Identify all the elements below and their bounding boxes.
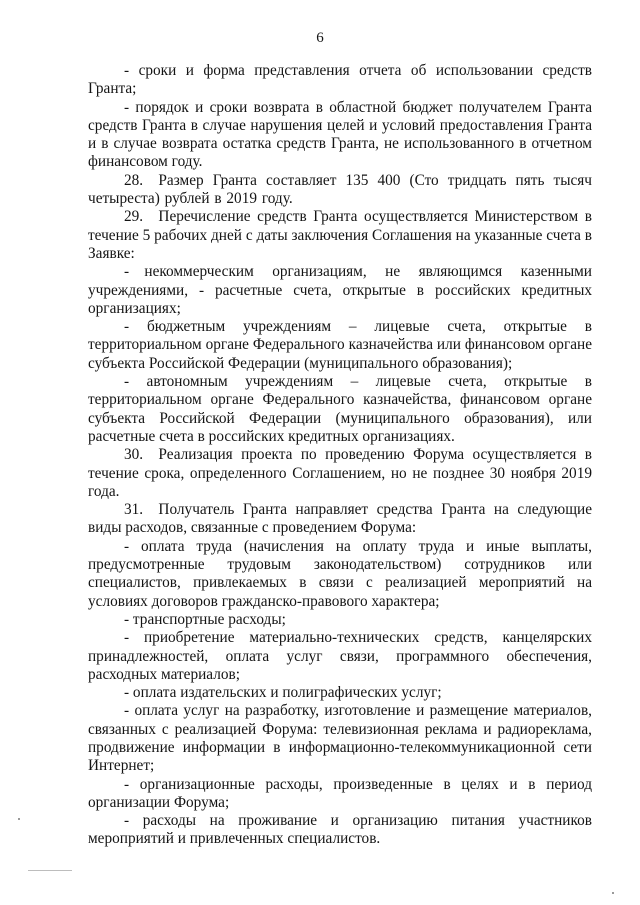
paragraph-report-terms: - сроки и форма представления отчета об использовании средств Гранта; bbox=[88, 62, 592, 98]
paragraph-autonomous-institutions: - автономным учреждениям – лицевые счета, открытые в территориальном органе Федерального казначейства, финансовом органе субъекта Российской Федерации (муниципального образования), или расчетные счета в российских кредитных организациях. bbox=[88, 373, 592, 445]
scan-speck bbox=[612, 892, 614, 894]
paragraph-media-materials: - оплата услуг на разработку, изготовление и размещение материалов, связанных с реализацией Форума: телевизионная реклама и радиореклама, продвижение информации в информационно-телекоммуникационной сети Интернет; bbox=[88, 702, 592, 775]
paragraph-budget-institutions: - бюджетным учреждениям – лицевые счета, открытые в территориальном органе Федерального казначейства или финансовом органе субъекта Российской Федерации (муниципального образования); bbox=[88, 318, 592, 372]
document-body bbox=[88, 62, 592, 849]
paragraph-30-implementation: 30. Реализация проекта по проведению Форума осуществляется в течение срока, определенного Соглашением, но не позднее 30 ноября 2019 года. bbox=[88, 446, 592, 500]
paragraph-labor-payment: - оплата труда (начисления на оплату труда и иные выплаты, предусмотренные трудовым законодательством) сотрудников или специалистов, привлекаемых в связи с реализацией мероприятий на условиях договоров гражданско-правового характера; bbox=[88, 537, 592, 610]
page-number: 6 bbox=[316, 30, 324, 46]
paragraph-refund-procedure: - порядок и сроки возврата в областной бюджет получателем Гранта средств Гранта в случае нарушения целей и условий предоставления Гранта и в случае возврата остатка средств Гранта, не использованного в отчетном финансовом году. bbox=[88, 98, 592, 171]
paragraph-noncommercial-accounts: - некоммерческим организациям, не являющимся казенными учреждениями, - расчетные счета, открытые в российских кредитных организациях; bbox=[88, 263, 592, 317]
scan-speck bbox=[18, 818, 20, 820]
paragraph-transport: - транспортные расходы; bbox=[124, 610, 286, 628]
paragraph-31-expenses: 31. Получатель Гранта направляет средства Гранта на следующие виды расходов, связанные с проведением Форума: bbox=[88, 501, 592, 537]
paragraph-materials: - приобретение материально-технических средств, канцелярских принадлежностей, оплата услуг связи, программного обеспечения, расходных материалов; bbox=[88, 629, 592, 683]
paragraph-29-transfer: 29. Перечисление средств Гранта осуществляется Министерством в течение 5 рабочих дней с даты заключения Соглашения на указанные счета в Заявке: bbox=[88, 208, 592, 262]
paragraph-organizational: - организационные расходы, произведенные в целях и в период организации Форума; bbox=[88, 775, 592, 811]
scan-edge-mark bbox=[28, 870, 72, 871]
paragraph-accommodation: - расходы на проживание и организацию питания участников мероприятий и привлеченных специалистов. bbox=[88, 812, 592, 848]
paragraph-printing: - оплата издательских и полиграфических услуг; bbox=[124, 684, 442, 702]
paragraph-28-grant-size: 28. Размер Гранта составляет 135 400 (Сто тридцать пять тысяч четыреста) рублей в 2019 году. bbox=[88, 171, 592, 208]
